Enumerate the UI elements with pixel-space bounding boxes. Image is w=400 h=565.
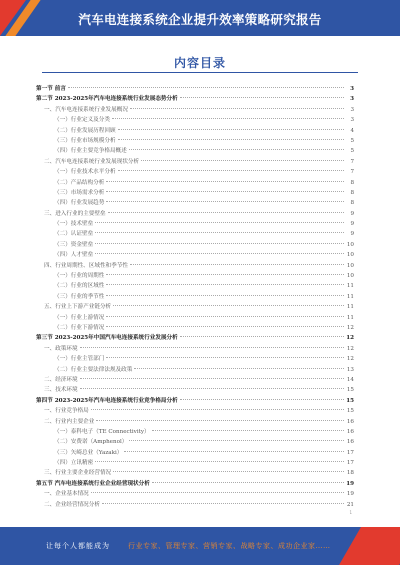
toc-leader-dots bbox=[113, 471, 344, 472]
toc-leader-dots bbox=[180, 97, 344, 98]
toc-entry-page: 18 bbox=[346, 470, 354, 477]
toc-entry[interactable] bbox=[36, 105, 354, 115]
toc-entry-page: 9 bbox=[350, 210, 354, 217]
toc-leader-dots bbox=[106, 191, 344, 192]
toc-entry-page: 11 bbox=[346, 283, 354, 290]
toc-entry-page: 9 bbox=[350, 231, 354, 238]
toc-entry[interactable] bbox=[36, 198, 354, 208]
toc-entry[interactable] bbox=[36, 479, 354, 489]
toc-entry-title: 一、汽车电连接系统行业发展概况 bbox=[44, 106, 128, 113]
toc-entry[interactable] bbox=[36, 385, 354, 395]
toc-leader-dots bbox=[130, 264, 344, 265]
toc-entry[interactable] bbox=[36, 240, 354, 250]
toc-entry-title: （三）资金壁垒 bbox=[54, 241, 94, 248]
toc-leader-dots bbox=[102, 503, 344, 504]
toc-entry-page: 11 bbox=[346, 304, 354, 311]
toc-entry[interactable] bbox=[36, 281, 354, 291]
toc-entry[interactable] bbox=[36, 500, 354, 510]
toc-entry[interactable] bbox=[36, 178, 354, 188]
toc-entry-title: 三、行业主要企业经营情况 bbox=[44, 470, 112, 477]
toc-entry-title: 第五节 汽车电连接系统行业企业经营现状分析 bbox=[36, 480, 150, 487]
toc-entry-page: 19 bbox=[346, 480, 354, 487]
toc-entry-title: 二、经济环境 bbox=[44, 376, 78, 383]
toc-entry[interactable] bbox=[36, 458, 354, 468]
toc-entry-title: （三）矢崎总业（Yazaki） bbox=[54, 449, 123, 456]
toc-entry-title: （二）行业发展历程回顾 bbox=[54, 127, 116, 134]
toc-entry-page: 7 bbox=[350, 158, 354, 165]
toc-entry[interactable] bbox=[36, 396, 354, 406]
toc-leader-dots bbox=[113, 305, 344, 306]
toc-entry-page: 15 bbox=[346, 397, 354, 404]
toc-entry-page: 21 bbox=[346, 501, 354, 508]
toc-entry-page: 10 bbox=[346, 241, 354, 248]
toc-entry-page: 12 bbox=[346, 335, 354, 342]
toc-entry-title: 二、行业内主要企业 bbox=[44, 418, 95, 425]
toc-leader-dots bbox=[108, 212, 344, 213]
toc-entry[interactable] bbox=[36, 344, 354, 354]
toc-entry-title: 一、政策环境 bbox=[44, 345, 78, 352]
toc-entry-title: （二）行业下游情况 bbox=[54, 324, 105, 331]
toc-entry-title: 第一节 前言 bbox=[36, 86, 66, 92]
toc-entry[interactable] bbox=[36, 323, 354, 333]
toc-leader-dots bbox=[134, 368, 344, 369]
toc-leader-dots bbox=[141, 160, 344, 161]
toc-entry-page: 4 bbox=[350, 127, 354, 134]
toc-leader-dots bbox=[129, 149, 344, 150]
toc-entry-title: （二）产品结构分析 bbox=[54, 179, 105, 186]
toc-leader-dots bbox=[106, 326, 344, 327]
toc-entry[interactable] bbox=[36, 167, 354, 177]
toc-entry-title: 二、汽车电连接系统行业发展现状分析 bbox=[44, 158, 140, 165]
toc-entry[interactable] bbox=[36, 468, 354, 478]
page-number: 1 bbox=[349, 510, 352, 515]
toc-leader-dots bbox=[106, 201, 344, 202]
toc-entry-title: （二）认证壁垒 bbox=[54, 231, 94, 238]
toc-entry-title: 第三节 2023-2025年中国汽车电连接系统行业发展分析 bbox=[36, 335, 178, 342]
toc-leader-dots bbox=[130, 108, 344, 109]
toc-entry[interactable] bbox=[36, 333, 354, 343]
toc-leader-dots bbox=[152, 482, 344, 483]
toc-entry-page: 10 bbox=[346, 252, 354, 259]
toc-entry[interactable] bbox=[36, 219, 354, 229]
toc-leader-dots bbox=[95, 232, 344, 233]
toc-entry-title: 第二节 2023-2025年汽车电连接系统行业发展态势分析 bbox=[36, 96, 178, 103]
toc-entry-page: 11 bbox=[346, 293, 354, 300]
toc-entry-page: 12 bbox=[346, 345, 354, 352]
toc-entry-title: 二、企业经营情况分析 bbox=[44, 501, 100, 508]
toc-entry[interactable] bbox=[36, 292, 354, 302]
toc-entry[interactable] bbox=[36, 365, 354, 375]
toc-entry-page: 12 bbox=[346, 356, 354, 363]
toc-entry-page: 19 bbox=[346, 491, 354, 498]
toc-entry-page: 7 bbox=[350, 169, 354, 176]
toc-leader-dots bbox=[106, 284, 344, 285]
toc-entry[interactable] bbox=[36, 437, 354, 447]
toc-entry[interactable] bbox=[36, 313, 354, 323]
toc-entry-page: 10 bbox=[346, 262, 354, 269]
toc-entry[interactable] bbox=[36, 126, 354, 136]
toc-entry[interactable] bbox=[36, 375, 354, 385]
toc-entry[interactable] bbox=[36, 188, 354, 198]
toc-entry-page: 5 bbox=[350, 148, 354, 155]
toc-entry-title: （三）市场需求分析 bbox=[54, 189, 105, 196]
toc-entry-title: 五、行业上下游产业链分析 bbox=[44, 304, 112, 311]
toc-entry-title: （一）泰科电子（TE Connectivity） bbox=[54, 428, 150, 435]
toc-entry-page: 13 bbox=[346, 366, 354, 373]
toc-leader-dots bbox=[112, 118, 344, 119]
toc-entry-page: 5 bbox=[350, 137, 354, 144]
toc-entry-page: 3 bbox=[350, 96, 354, 103]
toc-entry[interactable] bbox=[36, 209, 354, 219]
toc-leader-dots bbox=[180, 399, 344, 400]
toc-entry-page: 17 bbox=[346, 460, 354, 467]
toc-leader-dots bbox=[118, 139, 344, 140]
toc-entry-title: （三）行业的季节性 bbox=[54, 293, 105, 300]
toc-entry-title: 一、企业基本情况 bbox=[44, 491, 89, 498]
toc-entry-title: （一）行业技术水平分析 bbox=[54, 169, 116, 176]
toc-leader-dots bbox=[80, 347, 344, 348]
table-of-contents bbox=[36, 84, 354, 510]
toc-leader-dots bbox=[96, 420, 344, 421]
toc-entry-page: 16 bbox=[346, 439, 354, 446]
toc-entry[interactable] bbox=[36, 261, 354, 271]
toc-entry-title: （四）人才壁垒 bbox=[54, 252, 94, 259]
toc-entry-page: 3 bbox=[350, 117, 354, 124]
toc-leader-dots bbox=[68, 87, 344, 88]
toc-entry[interactable] bbox=[36, 354, 354, 364]
toc-entry-title: 三、技术环境 bbox=[44, 387, 78, 394]
toc-entry-page: 8 bbox=[350, 189, 354, 196]
toc-entry[interactable] bbox=[36, 448, 354, 458]
toc-leader-dots bbox=[106, 274, 344, 275]
toc-leader-dots bbox=[80, 388, 344, 389]
toc-entry[interactable] bbox=[36, 271, 354, 281]
toc-entry-page: 16 bbox=[346, 428, 354, 435]
toc-entry-page: 14 bbox=[346, 376, 354, 383]
toc-entry[interactable] bbox=[36, 115, 354, 125]
toc-entry[interactable] bbox=[36, 427, 354, 437]
toc-entry-page: 8 bbox=[350, 200, 354, 207]
toc-entry-page: 10 bbox=[346, 273, 354, 280]
toc-entry-page: 3 bbox=[350, 106, 354, 113]
toc-entry-title: （二）行业的区域性 bbox=[54, 283, 105, 290]
toc-leader-dots bbox=[180, 336, 344, 337]
toc-entry-title: 一、行业竞争格局 bbox=[44, 408, 89, 415]
toc-entry-page: 17 bbox=[346, 449, 354, 456]
toc-leader-dots bbox=[129, 440, 344, 441]
toc-entry-title: （三）行业市场规模分析 bbox=[54, 137, 116, 144]
toc-entry-title: （二）安费诺（Amphenol） bbox=[54, 439, 128, 446]
toc-entry-page: 15 bbox=[346, 408, 354, 415]
toc-entry[interactable] bbox=[36, 489, 354, 499]
document-title: 汽车电连接系统企业提升效率策略研究报告 bbox=[78, 12, 322, 27]
toc-entry[interactable] bbox=[36, 84, 354, 94]
toc-entry[interactable] bbox=[36, 229, 354, 239]
toc-entry-title: （一）技术壁垒 bbox=[54, 221, 94, 228]
page-header bbox=[0, 0, 400, 36]
toc-leader-dots bbox=[80, 378, 344, 379]
footer-tagline: 行业专家、管理专家、营销专家、战略专家、成功企业家…… bbox=[128, 542, 331, 550]
toc-entry[interactable] bbox=[36, 406, 354, 416]
toc-entry-page: 3 bbox=[350, 86, 354, 92]
toc-entry-page: 12 bbox=[346, 324, 354, 331]
toc-entry-page: 8 bbox=[350, 179, 354, 186]
toc-entry[interactable] bbox=[36, 250, 354, 260]
footer-slogan: 让每个人都能成为 bbox=[46, 542, 110, 550]
toc-leader-dots bbox=[106, 181, 344, 182]
toc-entry-title: （四）行业发展趋势 bbox=[54, 200, 105, 207]
toc-entry[interactable] bbox=[36, 146, 354, 156]
toc-entry[interactable] bbox=[36, 157, 354, 167]
toc-entry[interactable] bbox=[36, 94, 354, 104]
toc-leader-dots bbox=[106, 357, 344, 358]
toc-entry-title: （一）行业定义及分类 bbox=[54, 117, 110, 124]
toc-entry-page: 11 bbox=[346, 314, 354, 321]
toc-leader-dots bbox=[95, 243, 344, 244]
toc-leader-dots bbox=[95, 461, 344, 462]
toc-entry-title: （四）立讯精密 bbox=[54, 460, 94, 467]
toc-leader-dots bbox=[91, 492, 344, 493]
toc-entry-page: 15 bbox=[346, 387, 354, 394]
page-footer bbox=[0, 527, 400, 565]
toc-leader-dots bbox=[95, 253, 344, 254]
toc-entry-title: 四、行业周期性、区域性和季节性 bbox=[44, 262, 128, 269]
toc-entry-title: （一）行业主管部门 bbox=[54, 356, 105, 363]
toc-leader-dots bbox=[106, 295, 344, 296]
toc-divider bbox=[42, 72, 358, 73]
toc-entry-page: 16 bbox=[346, 418, 354, 425]
toc-leader-dots bbox=[118, 170, 344, 171]
toc-heading: 内容目录 bbox=[173, 56, 226, 70]
toc-entry[interactable] bbox=[36, 302, 354, 312]
toc-leader-dots bbox=[106, 316, 344, 317]
toc-leader-dots bbox=[152, 430, 344, 431]
toc-leader-dots bbox=[118, 129, 344, 130]
toc-leader-dots bbox=[124, 451, 344, 452]
toc-leader-dots bbox=[95, 222, 344, 223]
toc-entry-title: （一）行业的周期性 bbox=[54, 273, 105, 280]
toc-entry[interactable] bbox=[36, 136, 354, 146]
toc-entry-title: （一）行业上游情况 bbox=[54, 314, 105, 321]
toc-leader-dots bbox=[91, 409, 344, 410]
toc-entry-title: 三、进入行业的主要壁垒 bbox=[44, 210, 106, 217]
toc-entry-title: 第四节 2023-2025年汽车电连接系统行业竞争格局分析 bbox=[36, 397, 178, 404]
toc-entry-page: 9 bbox=[350, 221, 354, 228]
toc-entry-title: （二）行业主要法律法规及政策 bbox=[54, 366, 133, 373]
toc-entry[interactable] bbox=[36, 417, 354, 427]
toc-entry-title: （四）行业主要竞争格局概述 bbox=[54, 148, 127, 155]
